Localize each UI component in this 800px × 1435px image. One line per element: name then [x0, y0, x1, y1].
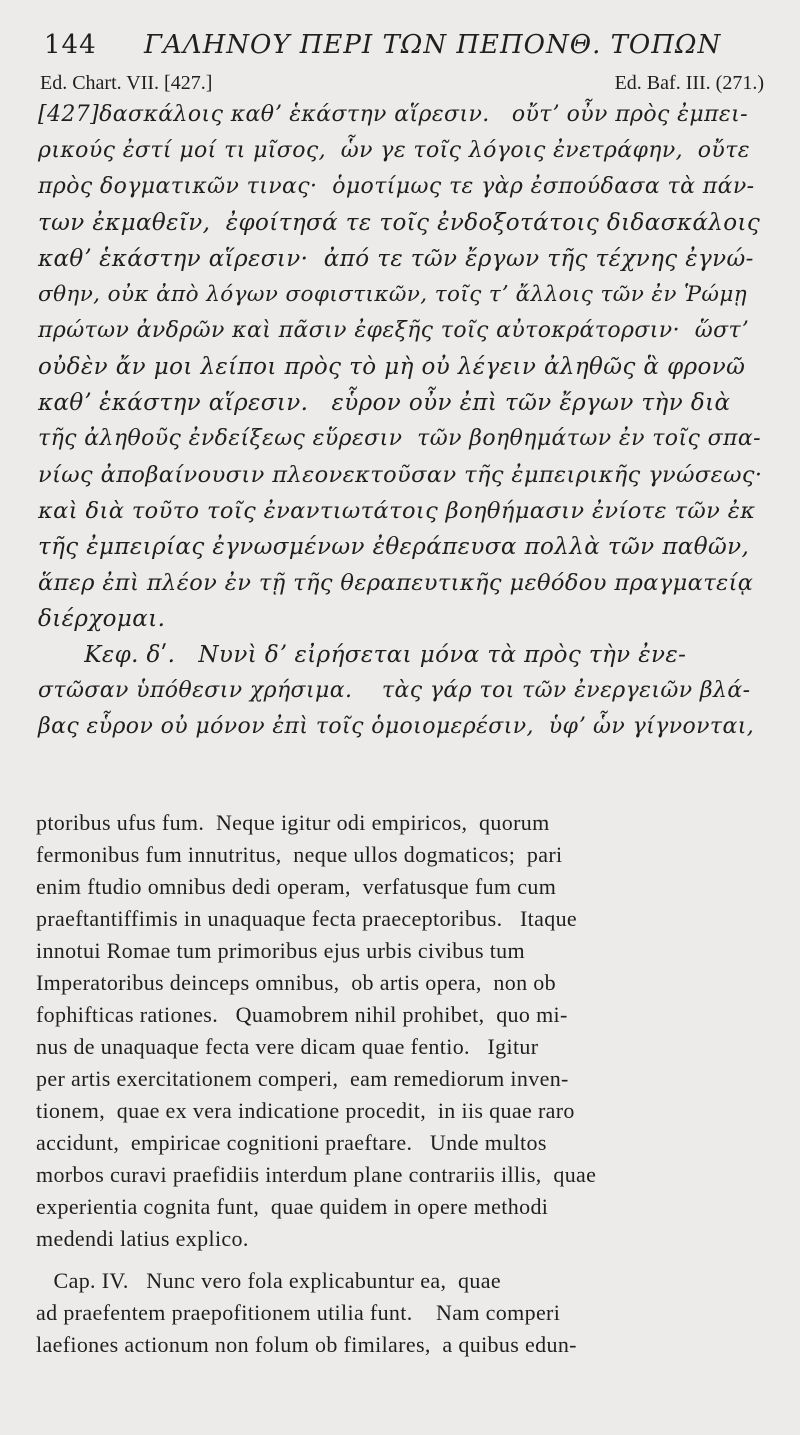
edition-reference-left: Ed. Chart. VII. [427.]	[40, 72, 213, 94]
greek-line: νίως ἀποβαίνουσιν πλεονεκτοῦσαν τῆς ἐμπειρικῆς γνώσεως·	[38, 462, 763, 488]
greek-line: πρὸς δογματικῶν τινας· ὁμοτίμως τε γὰρ ἐσπούδασα τὰ πάν-	[38, 174, 755, 199]
latin-line: ad praefentem praepofitionem utilia funt. Nam comperi	[36, 1300, 561, 1325]
page-number: 144	[44, 30, 97, 60]
greek-line: καθʼ ἑκάστην αἵρεσιν· ἀπό τε τῶν ἔργων τῆς τέχνης ἐγνώ-	[38, 246, 754, 272]
latin-line: Imperatoribus deinceps omnibus, ob artis opera, non ob	[36, 970, 556, 995]
running-title: ΓΑΛΗΝΟΥ ΠΕΡΙ ΤΩΝ ΠΕΠΟΝΘ. ΤΟΠΩΝ	[144, 30, 722, 60]
greek-line: των ἐκμαθεῖν, ἐφοίτησά τε τοῖς ἐνδοξοτάτοις διδασκάλοις	[38, 210, 761, 236]
latin-line: ptoribus ufus fum. Neque igitur odi empiricos, quorum	[36, 810, 550, 835]
greek-line: Κεφ. δʹ. Νυνὶ δʼ εἰρήσεται μόνα τὰ πρὸς τὴν ἐνε-	[38, 642, 687, 668]
greek-line: σθην, οὐκ ἀπὸ λόγων σοφιστικῶν, τοῖς τʼ ἄλλοις τῶν ἐν Ῥώμῃ	[38, 282, 748, 307]
greek-line: καὶ διὰ τοῦτο τοῖς ἐναντιωτάτοις βοηθήμασιν ἐνίοτε τῶν ἐκ	[38, 498, 756, 524]
greek-line: στῶσαν ὑπόθεσιν χρήσιμα. τὰς γάρ τοι τῶν ἐνεργειῶν βλά-	[38, 678, 751, 703]
greek-line: ρικούς ἐστί μοί τι μῖσος, ὧν γε τοῖς λόγοις ἐνετράφην, οὔτε	[38, 138, 750, 163]
greek-line: διέρχομαι.	[38, 606, 166, 632]
greek-line: τῆς ἐμπειρίας ἐγνωσμένων ἐθεράπευσα πολλὰ τῶν παθῶν,	[38, 534, 750, 560]
greek-line: ἅπερ ἐπὶ πλέον ἐν τῇ τῆς θεραπευτικῆς μεθόδου πραγματείᾳ	[38, 570, 754, 596]
edition-reference-right: Ed. Baf. III. (271.)	[614, 72, 764, 94]
greek-line: καθʼ ἑκάστην αἵρεσιν. εὗρον οὖν ἐπὶ τῶν ἔργων τὴν διὰ	[38, 390, 731, 416]
greek-line: πρώτων ἀνδρῶν καὶ πᾶσιν ἐφεξῆς τοῖς αὐτοκράτορσιν· ὥστʼ	[38, 318, 749, 343]
latin-line: morbos curavi praefidiis interdum plane contrariis illis, quae	[36, 1162, 597, 1187]
greek-line: [427]δασκάλοις καθʼ ἑκάστην αἵρεσιν. οὔτʼ οὖν πρὸς ἐμπει-	[38, 102, 748, 127]
greek-line: τῆς ἀληθοῦς ἐνδείξεως εὕρεσιν τῶν βοηθημάτων ἐν τοῖς σπα-	[38, 426, 761, 451]
greek-line: οὐδὲν ἄν μοι λείποι πρὸς τὸ μὴ οὐ λέγειν ἀληθῶς ἃ φρονῶ	[38, 354, 746, 380]
latin-line: innotui Romae tum primoribus ejus urbis civibus tum	[36, 938, 525, 963]
latin-line: accidunt, empiricae cognitioni praeftare. Unde multos	[36, 1130, 547, 1155]
latin-line: nus de unaquaque fecta vere dicam quae fentio. Igitur	[36, 1034, 539, 1059]
latin-line: fophifticas rationes. Quamobrem nihil prohibet, quo mi-	[36, 1002, 568, 1027]
latin-line: experientia cognita funt, quae quidem in opere methodi	[36, 1194, 549, 1219]
latin-line: Cap. IV. Nunc vero fola explicabuntur ea, quae	[36, 1268, 501, 1293]
latin-line: enim ftudio omnibus dedi operam, verfatusque fum cum	[36, 874, 557, 899]
latin-line: fermonibus fum innutritus, neque ullos dogmaticos; pari	[36, 842, 563, 867]
latin-line: tionem, quae ex vera indicatione procedit, in iis quae raro	[36, 1098, 575, 1123]
latin-line: per artis exercitationem comperi, eam remediorum inven-	[36, 1066, 569, 1091]
latin-line: medendi latius explico.	[36, 1226, 249, 1251]
running-header	[44, 30, 764, 64]
greek-line: βας εὗρον οὐ μόνον ἐπὶ τοῖς ὁμοιομερέσιν, ὑφʼ ὧν γίγνονται,	[38, 714, 755, 739]
latin-line: laefiones actionum non folum ob fimilares, a quibus edun-	[36, 1332, 577, 1357]
latin-line: praeftantiffimis in unaquaque fecta praeceptoribus. Itaque	[36, 906, 578, 931]
